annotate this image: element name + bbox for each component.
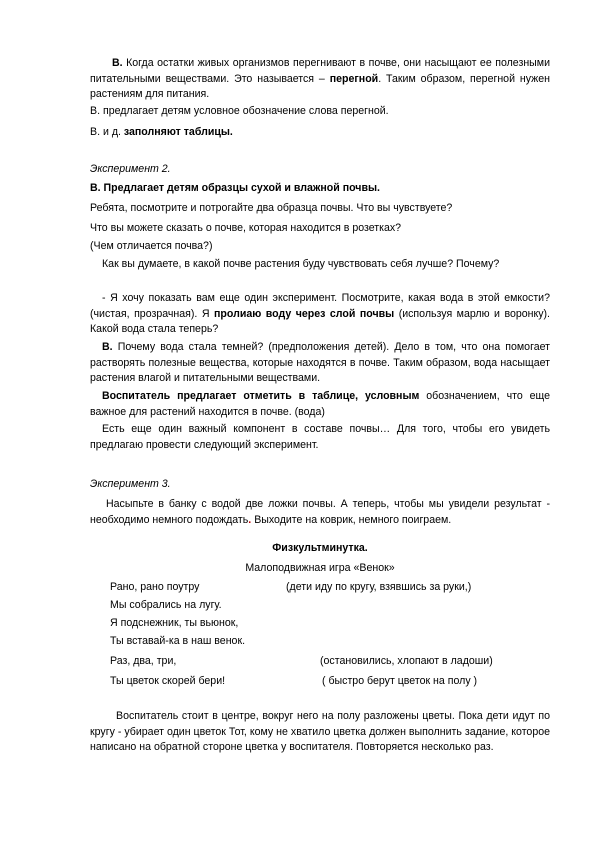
experiment-3-title: Эксперимент 3. <box>90 478 171 490</box>
poem-line: Мы собрались на лугу. <box>110 599 222 611</box>
stage-direction: (остановились, хлопают в ладоши) <box>320 655 493 667</box>
poem-line: Рано, рано поутру (дети иду по кругу, взявшись за руки,) <box>110 581 472 593</box>
stage-direction: ( быстро берут цветок на полу ) <box>322 675 478 687</box>
experiment-2-title: Эксперимент 2. <box>90 163 171 175</box>
stage-direction: (дети иду по кругу, взявшись за руки,) <box>286 581 472 593</box>
experiment-2-heading: В. Предлагает детям образцы сухой и влажной почвы. <box>90 182 380 194</box>
poem-line: Ты цветок скорей бери! ( быстро берут цветок на полу ) <box>110 675 478 687</box>
paragraph-soil-in-jar: Насыпьте в банку с водой две ложки почвы. А теперь, чтобы мы увидели результат - необходимо немного подождать. Выходите на коврик, немного поиграем. <box>90 498 550 526</box>
fizkultminutka-heading: Физкультминутка. <box>272 542 368 554</box>
question-sockets: Что вы можете сказать о почве, которая находится в розетках? <box>90 222 402 234</box>
paragraph-next-component: Есть еще один важный компонент в составе почвы… Для того, чтобы его увидеть предлагаю провести следующий эксперимент. <box>90 423 550 451</box>
paragraph-water-experiment: - Я хочу показать вам еще один эксперимент. Посмотрите, какая вода в этой емкости? (чистая, прозрачная). Я пролиаю воду через слой почвы (используя марлю и воронку). Какой вода стала теперь? <box>90 292 550 335</box>
poem-line: Ты вставай-ка в наш венок. <box>110 635 246 647</box>
poem-line: Раз, два, три, (остановились, хлопают в ладоши) <box>110 655 493 667</box>
paragraph-symbol: В. предлагает детям условное обозначение слова перегной. <box>90 105 389 117</box>
question-touch: Ребята, посмотрите и потрогайте два образца почвы. Что вы чувствуете? <box>90 202 453 214</box>
paragraph-dark-water: В. Почему вода стала темней? (предположения детей). Дело в том, что она помогает растворять полезные вещества, которые находятся в почве. Таким образом, вода насыщает растения влагой и питательными веществами. <box>90 341 550 384</box>
paragraph-game-rules: Воспитатель стоит в центре, вокруг него на полу разложены цветы. Пока дети идут по кругу - убирает один цветок Тот, кому не хватило цветка должен выполнить задание, которое написано на обратной стороне цветка у воспитателя. Повторяется несколько раз. <box>90 710 550 753</box>
paragraph-fill-tables: В. и д. заполняют таблицы. <box>90 126 233 138</box>
question-better-soil: Как вы думаете, в какой почве растения буду чувствовать себя лучше? Почему? <box>102 258 500 270</box>
term-humus: перегной <box>329 72 379 85</box>
game-subtitle: Малоподвижная игра «Венок» <box>245 562 395 574</box>
paragraph-mark-table: Воспитатель предлагает отметить в таблице, условным обозначением, что еще важное для растений находится в почве. (вода) <box>90 390 551 418</box>
question-difference: (Чем отличается почва?) <box>90 240 213 252</box>
paragraph-humus: В. Когда остатки живых организмов перегнивают в почве, они насыщают ее полезными питательными веществами. Это называется – перегной. Таким образом, перегной нужен растениям для питания. <box>90 57 550 100</box>
teacher-abbr: В. <box>112 57 123 69</box>
poem-line: Я подснежник, ты вьюнок, <box>110 617 239 629</box>
